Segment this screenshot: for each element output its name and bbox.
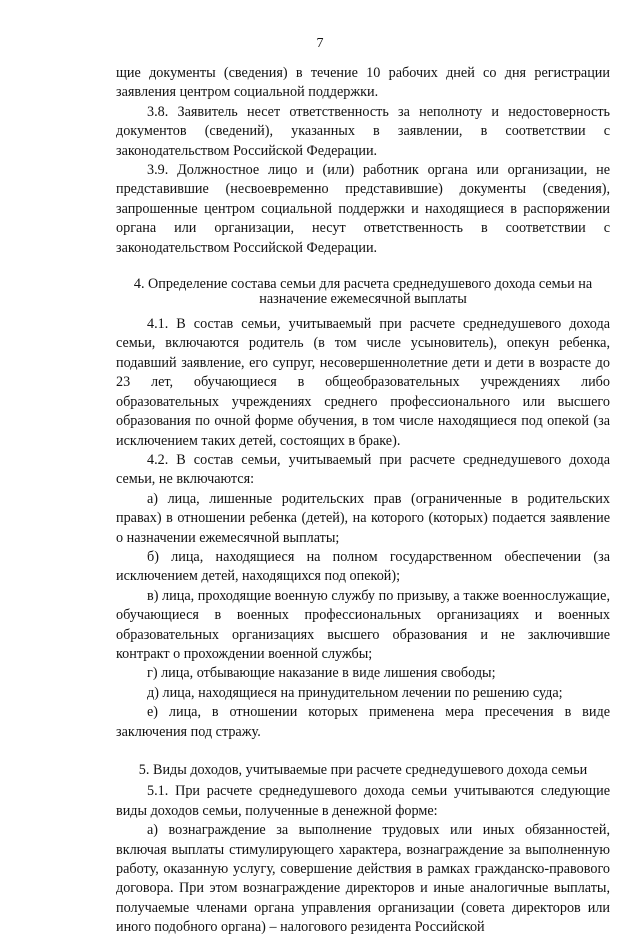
- paragraph-3-8: 3.8. Заявитель несет ответственность за неполноту и недостоверность документов (сведений), указанных в заявлении, в соответствии с законодательством Российской Федерации.: [116, 103, 610, 159]
- paragraph-4-1: 4.1. В состав семьи, учитываемый при расчете среднедушевого дохода семьи, включаются родитель (в том числе усыновитель), опекун ребенка, подавший заявление, его супруг, несовершеннолетние дети и дети в возрасте до 23 лет, обучающиеся в общеобразовательных учреждениях либо образовательных учреждениях среднего профессионального или высшего образования по очной форме обучения, в том числе находящиеся под опекой (за исключением таких детей, состоящих в браке).: [116, 316, 610, 449]
- list-item-e: е) лица, в отношении которых применена мера пресечения в виде заключения под стражу.: [116, 704, 610, 740]
- paragraph-5-1-a: а) вознаграждение за выполнение трудовых или иных обязанностей, включая выплаты стимулирующего характера, вознаграждение за выполненную работу, оказанную услугу, совершение действия в рамках гражданско-правового договора. При этом вознаграждение директоров и иные аналогичные выплаты, получаемые членами органа управления организации (совета директоров или иного подобного органа) – налогового резидента Российской: [116, 822, 610, 936]
- list-item-g: г) лица, отбывающие наказание в виде лишения свободы;: [147, 665, 496, 682]
- list-item-a: а) лица, лишенные родительских прав (ограниченные в родительских правах) в отношении ребенка (детей), на которого (которых) подается заявление о назначении ежемесячной выплаты;: [116, 490, 610, 546]
- page-number: 7: [316, 36, 324, 51]
- list-item-v: в) лица, проходящие военную службу по призыву, а также военнослужащие, обучающиеся в военных профессиональных организациях и военных образовательных организациях высшего образования и не заключившие контракт о прохождении военной службы;: [116, 587, 610, 662]
- list-item-b: б) лица, находящиеся на полном государственном обеспечении (за исключением детей, находящихся под опекой);: [116, 548, 610, 585]
- paragraph-4-2: 4.2. В состав семьи, учитываемый при расчете среднедушевого дохода семьи, не включаются:: [116, 451, 610, 488]
- section-4-title: 4. Определение состава семьи для расчета среднедушевого дохода семьи на назначение ежемесячной выплаты: [133, 276, 593, 308]
- paragraph-3-9: 3.9. Должностное лицо и (или) работник органа или организации, не представившие (несвоевременно представившие) документы (сведения), запрошенные центром социальной поддержки и находящиеся в распоряжении органа или организации, несут ответственность в соответствии с законодательством Российской Федерации.: [116, 162, 610, 256]
- paragraph-continuation: щие документы (сведения) в течение 10 рабочих дней со дня регистрации заявления центром социальной поддержки.: [116, 65, 610, 101]
- document-body: [116, 64, 610, 938]
- paragraph-5-1: 5.1. При расчете среднедушевого дохода семьи учитываются следующие виды доходов семьи, полученные в денежной форме:: [116, 783, 610, 819]
- list-item-d: д) лица, находящиеся на принудительном лечении по решению суда;: [147, 684, 563, 701]
- section-5-title: 5. Виды доходов, учитываемые при расчете среднедушевого дохода семьи: [138, 762, 588, 778]
